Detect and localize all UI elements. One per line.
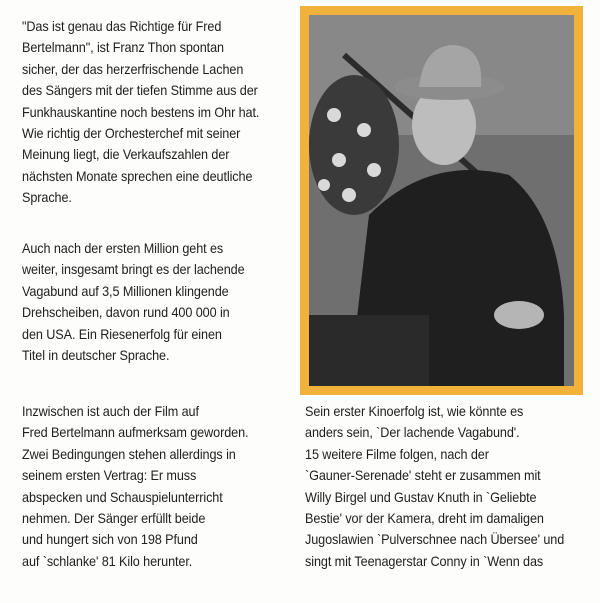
text-line: Auch nach der ersten Million geht es [22,241,224,256]
text-line: Sprache. [22,190,72,206]
text-line: Drehscheiben, davon rund 400 000 in [22,305,230,321]
text-line: anders sein, `Der lachende Vagabund'. [305,425,520,441]
text-line: Fred Bertelmann aufmerksam geworden. [22,425,249,441]
text-line: Titel in deutscher Sprache. [22,347,170,363]
text-line: Bertelmann", ist Franz Thon spontan [22,40,224,56]
text-line: nächsten Monate sprechen eine deutliche [22,168,253,184]
text-line: Meinung liegt, die Verkaufszahlen der [22,147,230,163]
text-line: seinem ersten Vertrag: Er muss [22,468,197,484]
paragraph-kinoerfolg [305,401,564,572]
text-line: den USA. Ein Riesenerfolg für einen [22,326,222,342]
text-line: des Sängers mit der tiefen Stimme aus der [22,83,258,99]
paragraph-intro [22,16,259,209]
text-line: "Das ist genau das Richtige für Fred [22,19,222,34]
photo-frame [300,6,583,395]
paragraph-million [22,238,245,366]
text-line: Wie richtig der Orchesterchef mit seiner [22,125,241,141]
text-line: Zwei Bedingungen stehen allerdings in [22,446,236,462]
text-line: nehmen. Der Sänger erfüllt beide [22,510,206,526]
text-line: Vagabund auf 3,5 Millionen klingende [22,283,229,299]
text-line: auf `schlanke' 81 Kilo herunter. [22,553,193,569]
text-line: Bestie' vor der Kamera, dreht im damaligen [305,510,544,526]
photo-illustration [309,15,574,386]
text-line: `Gauner-Serenade' steht er zusammen mit [305,468,541,484]
text-line: und hungert sich von 198 Pfund [22,532,198,548]
text-line: Sein erster Kinoerfolg ist, wie könnte es [305,404,524,419]
text-line: Willy Birgel und Gustav Knuth in `Geliebte [305,489,537,505]
text-line: Funkhauskantine noch bestens im Ohr hat. [22,104,260,120]
text-line: singt mit Teenagerstar Conny in `Wenn das [305,553,544,569]
text-line: abspecken und Schauspielunterricht [22,489,223,505]
text-line: Jugoslawien `Pulverschnee nach Übersee' und [305,532,565,548]
photo-singer-vagabond [309,15,574,386]
paragraph-film [22,401,248,572]
text-line: 15 weitere Filme folgen, nach der [305,446,489,462]
text-line: weiter, insgesamt bringt es der lachende [22,262,245,278]
text-line: Inzwischen ist auch der Film auf [22,404,199,419]
text-line: sicher, der das herzerfrischende Lachen [22,61,244,77]
